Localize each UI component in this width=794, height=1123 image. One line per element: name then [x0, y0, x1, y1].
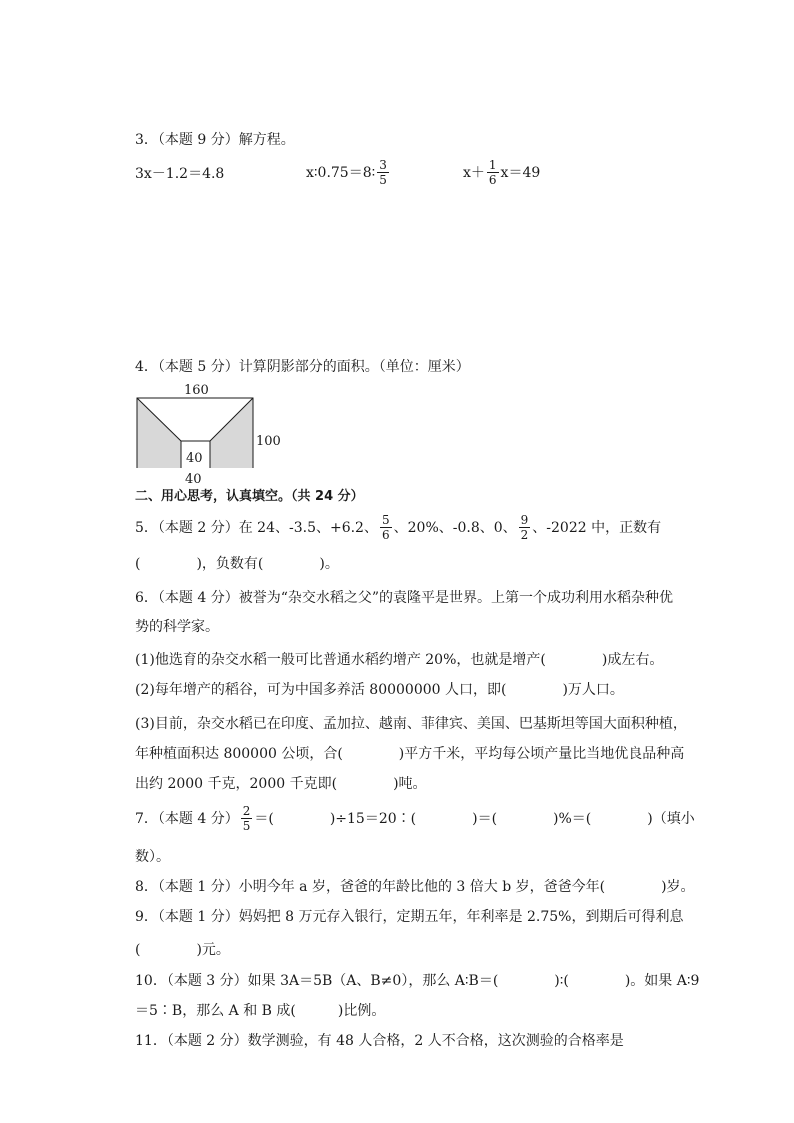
q5-fraction-2	[519, 513, 531, 542]
q7-line-1	[135, 804, 695, 833]
q5-f2-numerator: 9	[520, 513, 529, 527]
q3-equation-3	[463, 158, 540, 187]
q3-eq2-numerator: 3	[379, 158, 387, 172]
q6-sub-1: (1)他选育的杂交水稻一般可比普通水稻约增产 20%，也就是增产( )成左右。	[135, 652, 664, 668]
q5-line-2: ( )，负数有( )。	[135, 556, 339, 572]
q6-line-2: 势的科学家。	[135, 619, 219, 635]
q5-f1-denominator: 6	[381, 528, 390, 542]
q10-line-2: ＝5∶B，那么 A 和 B 成( )比例。	[135, 1003, 386, 1019]
q7-text-post: ＝( )÷15＝20∶( )＝( )%＝( )（填小	[254, 810, 695, 827]
q3-equation-2	[306, 158, 391, 187]
q7-fraction	[241, 804, 253, 833]
q5-text-mid: 、20%、-0.8、0、	[393, 519, 517, 536]
q3-title: 3．（本题 9 分）解方程。	[135, 132, 295, 148]
q6-line-1: 6．（本题 4 分）被誉为“杂交水稻之父”的袁隆平是世界。上第一个成功利用水稻杂种优	[135, 590, 674, 606]
q3-eq2-denominator: 5	[379, 173, 387, 187]
q4-label-top: 160	[184, 383, 209, 398]
q4-label-bottom: 40	[185, 472, 202, 487]
q3-eq3-denominator: 6	[488, 173, 497, 187]
q3-eq3-fraction	[487, 158, 499, 187]
q4-shaded-left	[137, 398, 181, 468]
q3-eq2-text: x∶0.75＝8∶	[306, 164, 376, 181]
q7-numerator: 2	[242, 804, 251, 818]
q3-eq3-text-post: x＝49	[500, 164, 541, 181]
q6-sub-3-line-2: 年种植面积达 800000 公顷，合( )平方千米，平均每公顷产量比当地优良品种高	[135, 746, 685, 762]
q6-sub-3-line-1: (3)目前，杂交水稻已在印度、孟加拉、越南、菲律宾、美国、巴基斯坦等国大面积种植，	[135, 716, 687, 732]
q4-figure	[130, 378, 290, 468]
q5-text-post: 、-2022 中，正数有	[532, 519, 662, 536]
q7-denominator: 5	[242, 819, 251, 833]
q3-eq3-numerator: 1	[488, 158, 497, 172]
q9-line-2: ( )元。	[135, 942, 230, 958]
q10-line-1: 10．（本题 3 分）如果 3A＝5B（A、B≠0），那么 A∶B＝( )∶( )。如果 A∶9	[135, 973, 700, 989]
q11-text: 11．（本题 2 分）数学测验，有 48 人合格，2 人不合格，这次测验的合格率是	[135, 1033, 624, 1049]
q4-shaded-right	[210, 398, 253, 468]
q3-equation-1: 3x－1.2＝4.8	[135, 166, 225, 182]
q4-label-side: 100	[256, 434, 281, 449]
q7-text-pre: 7．（本题 4 分）	[135, 810, 239, 827]
q4-label-inner: 40	[186, 451, 203, 466]
section-2-heading: 二、用心思考，认真填空。（共 24 分）	[135, 489, 364, 504]
q5-line-1	[135, 513, 661, 542]
q5-fraction-1	[380, 513, 392, 542]
q5-f1-numerator: 5	[381, 513, 390, 527]
q6-sub-3-line-3: 出约 2000 千克，2000 千克即( )吨。	[135, 776, 427, 792]
q3-eq2-fraction	[377, 158, 389, 187]
q7-line-2: 数）。	[135, 849, 170, 865]
q6-sub-2: (2)每年增产的稻谷，可为中国多养活 80000000 人口，即( )万人口。	[135, 682, 624, 698]
q8-text: 8．（本题 1 分）小明今年 a 岁，爸爸的年龄比他的 3 倍大 b 岁，爸爸今年( )岁。	[135, 879, 695, 895]
q9-line-1: 9．（本题 1 分）妈妈把 8 万元存入银行，定期五年，年利率是 2.75%，到期后可得利息	[135, 909, 684, 925]
q4-title: 4．（本题 5 分）计算阴影部分的面积。（单位：厘米）	[135, 359, 470, 375]
q5-text-pre: 5．（本题 2 分）在 24、-3.5、+6.2、	[135, 519, 378, 536]
q5-f2-denominator: 2	[520, 528, 529, 542]
q3-eq3-text-pre: x＋	[463, 164, 485, 181]
